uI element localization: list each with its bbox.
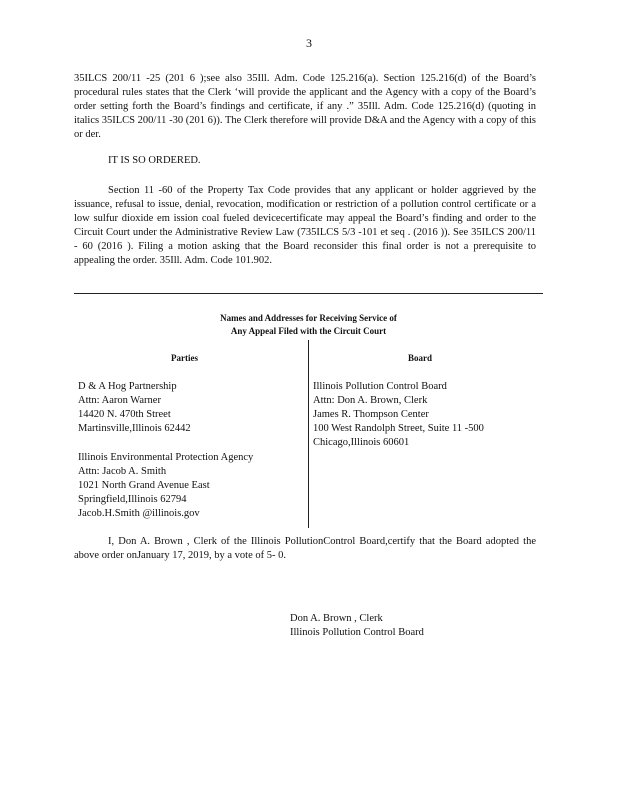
party-1-line: 14420 N. 470th Street (78, 409, 171, 421)
board-address (313, 380, 484, 450)
so-ordered-line: IT IS SO ORDERED. (108, 155, 201, 166)
clerk-signature-block (290, 612, 424, 640)
paragraph-appeal-rights (74, 184, 536, 269)
board-line: 100 West Randolph Street, Suite 11 -500 (313, 423, 484, 435)
service-heading-line-1: Names and Addresses for Receiving Service of (220, 313, 397, 323)
party-2-line: Attn: Jacob A. Smith (78, 466, 167, 478)
service-heading (74, 312, 543, 338)
board-line: James R. Thompson Center (313, 409, 429, 421)
clerk-certification: I, Don A. Brown , Clerk of the Illinois PollutionControl Board,certify that the Board adopted the above order onJanuary 17, 2019, by a vote of 5- 0. (74, 536, 536, 562)
party-1-line: Attn: Aaron Warner (78, 395, 161, 407)
board-column-title: Board (408, 353, 433, 363)
service-heading-line-2: Any Appeal Filed with the Circuit Court (230, 326, 387, 336)
paragraph-1-text: 35ILCS 200/11 -25 (201 6 );see also 35Ill. Adm. Code 125.216(a). Section 125.216(d) of the Board’s procedural rules states that the Clerk ‘will provide the applicant and the Agency with a copy of the Board’s order setting forth the Board’s findings and certificate, if any .” 35Ill. Adm. Code 125.216(d) (quoting in italics 35ILCS 200/11 -30 (201 6)). The Clerk therefore will provide D&A and the Agency with a copy of this or der. (74, 73, 536, 141)
party-1-line: D & A Hog Partnership (78, 381, 177, 392)
party-2-line: Illinois Environmental Protection Agency (78, 452, 254, 463)
page-number: 3 (306, 36, 312, 50)
party-1-line: Martinsville,Illinois 62442 (78, 423, 191, 435)
board-line: Chicago,Illinois 60601 (313, 437, 410, 449)
party-2-email: Jacob.H.Smith @illinois.gov (78, 508, 200, 520)
paragraph-statute-citations (74, 72, 536, 142)
signature-organization: Illinois Pollution Control Board (290, 627, 424, 639)
party-2-line: Springfield,Illinois 62794 (78, 494, 187, 506)
party-address-iepa (78, 451, 253, 521)
board-line: Attn: Don A. Brown, Clerk (313, 395, 428, 407)
board-line: Illinois Pollution Control Board (313, 381, 447, 392)
paragraph-2-text: Section 11 -60 of the Property Tax Code provides that any applicant or holder aggrieved by the issuance, refusal to issue, denial, revocation, modification or restriction of a pollution control certificate or a low sulfur dioxide em ission coal fueled devicecertificate may appeal the Board’s finding and order to the Circuit Court under the Administrative Review Law (735ILCS 5/3 -101 et seq . (2016 )). See 35ILCS 200/11 - 60 (2016 ). Filing a motion asking that the Board reconsider this final order is not a prerequisite to appealing the order. 35Ill. Adm. Code 101.902. (74, 185, 536, 267)
party-2-line: 1021 North Grand Avenue East (78, 480, 210, 492)
horizontal-rule (74, 293, 543, 294)
party-address-dahog (78, 380, 191, 436)
parties-column-title: Parties (171, 353, 198, 363)
column-divider (308, 340, 309, 528)
signature-name: Don A. Brown , Clerk (290, 613, 383, 624)
